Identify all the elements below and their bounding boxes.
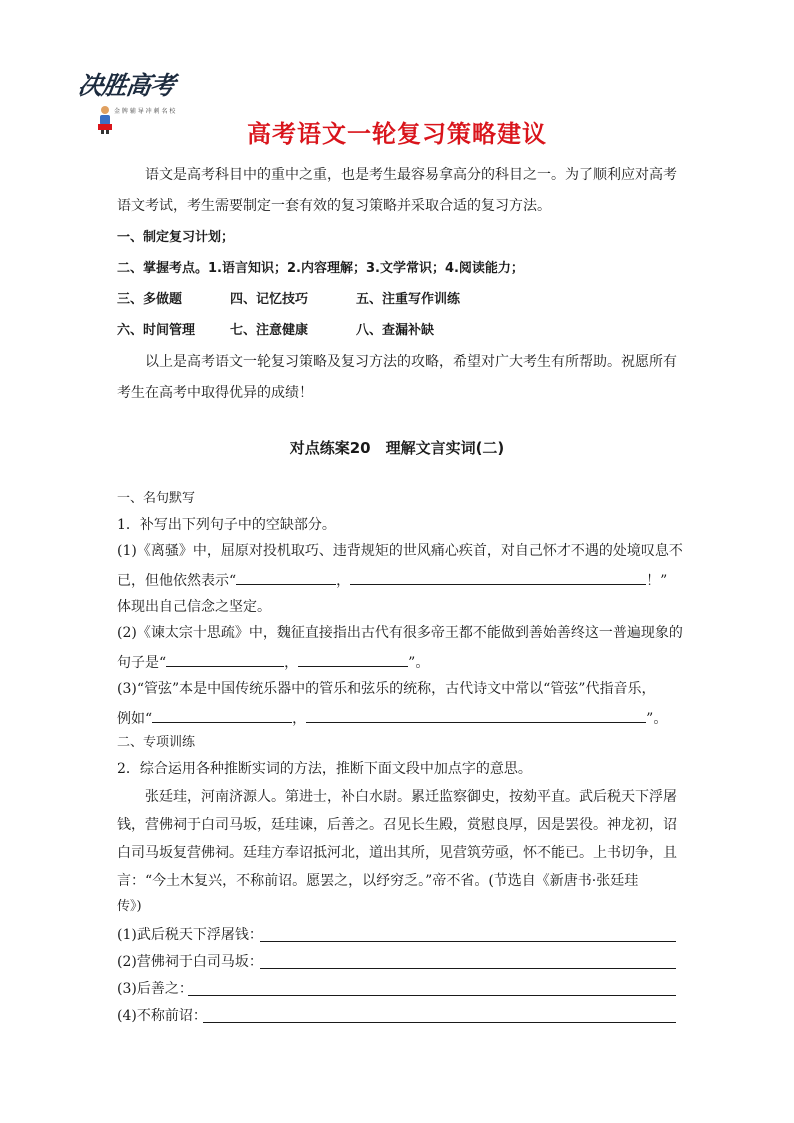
answer-line[interactable] <box>260 941 676 942</box>
passage-line: 张廷珪，河南济源人。第进士，补白水尉。累迁监察御史，按劾平直。武后税天下浮屠 <box>145 789 677 805</box>
page-title: 高考语文一轮复习策略建议 <box>247 120 547 148</box>
passage-line: 钱，营佛祠于白司马坂，廷珪谏，后善之。召见长生殿，赏慰良厚，因是罢役。神龙初，诏 <box>117 817 677 833</box>
sub-question-label: (3)后善之： <box>117 981 193 997</box>
question-text: ， <box>292 711 307 727</box>
question-text-line: (3)“管弦”本是中国传统乐器中的管乐和弦乐的统称，古代诗文中常以“管弦”代指音乐， <box>117 681 656 697</box>
sub-question-label: (2)营佛祠于白司马坂： <box>117 954 263 970</box>
question-text: 已，但他依然表示“ <box>117 573 237 589</box>
closing-paragraph-line: 以上是高考语文一轮复习策略及复习方法的攻略，希望对广大考生有所帮助。祝愿所有 <box>145 354 677 370</box>
strategy-item: 一、制定复习计划； <box>117 230 235 245</box>
fill-blank-line <box>117 568 667 592</box>
question-text-line: (2)《谏太宗十思疏》中，魏征直接指出古代有很多帝王都不能做到善始善终这一普遍现象的 <box>117 625 683 641</box>
section-heading: 一、名句默写 <box>117 491 196 506</box>
question-stem: 2．综合运用各种推断实词的方法，推断下面文段中加点字的意思。 <box>117 761 532 777</box>
answer-blank[interactable] <box>166 650 284 667</box>
strategy-item: 五、注重写作训练 <box>356 292 461 307</box>
intro-paragraph-line: 语文是高考科目中的重中之重，也是考生最容易拿高分的科目之一。为了顺利应对高考 <box>145 167 677 183</box>
answer-line[interactable] <box>260 968 676 969</box>
fill-blank-line <box>117 706 667 730</box>
answer-line[interactable] <box>188 995 676 996</box>
answer-blank[interactable] <box>236 568 336 585</box>
intro-paragraph-line: 语文考试，考生需要制定一套有效的复习策略并采取合适的复习方法。 <box>117 198 551 214</box>
strategy-item: 七、注意健康 <box>230 323 309 338</box>
question-text-line: 体现出自己信念之坚定。 <box>117 599 271 615</box>
strategy-item: 二、掌握考点。1.语言知识；2.内容理解；3.文学常识；4.阅读能力； <box>117 261 524 276</box>
question-text: ！” <box>646 573 668 589</box>
sub-question-label: (1)武后税天下浮屠钱： <box>117 927 263 943</box>
section-heading: 二、专项训练 <box>117 735 196 750</box>
closing-paragraph-line: 考生在高考中取得优异的成绩！ <box>117 385 313 401</box>
question-text: ， <box>336 573 351 589</box>
question-text: ”。 <box>646 711 668 727</box>
passage-line: 白司马坂复营佛祠。廷珪方奉诏抵河北，道出其所，见营筑劳亟，怀不能已。上书切争，且 <box>117 845 677 861</box>
fill-blank-line <box>117 650 429 674</box>
strategy-item: 四、记忆技巧 <box>230 292 309 307</box>
strategy-item: 三、多做题 <box>117 292 183 307</box>
answer-blank[interactable] <box>298 650 408 667</box>
question-text: ”。 <box>408 655 430 671</box>
strategy-item: 六、时间管理 <box>117 323 196 338</box>
question-text-line: (1)《离骚》中，屈原对投机取巧、违背规矩的世风痛心疾首，对自己怀才不遇的处境叹息不 <box>117 543 683 559</box>
answer-blank[interactable] <box>306 706 646 723</box>
question-stem: 1．补写出下列句子中的空缺部分。 <box>117 517 336 533</box>
logo-text: 决胜高考 <box>76 71 177 100</box>
exercise-title: 对点练案20 理解文言实词(二) <box>289 439 505 457</box>
strategy-item: 八、查漏补缺 <box>356 323 435 338</box>
sub-question-label: (4)不称前诏： <box>117 1008 207 1024</box>
answer-blank[interactable] <box>152 706 292 723</box>
question-text: 句子是“ <box>117 655 167 671</box>
answer-blank[interactable] <box>350 568 646 585</box>
question-text: 例如“ <box>117 711 153 727</box>
question-text: ， <box>284 655 299 671</box>
passage-line: 传》) <box>117 899 142 914</box>
logo-caption: 金 牌 辅 导 冲 刺 名 校 <box>114 108 176 115</box>
passage-line: 言：“今土木复兴，不称前诏。愿罢之，以纾穷乏。”帝不省。(节选自《新唐书·张廷珪 <box>117 873 639 889</box>
answer-line[interactable] <box>203 1022 676 1023</box>
